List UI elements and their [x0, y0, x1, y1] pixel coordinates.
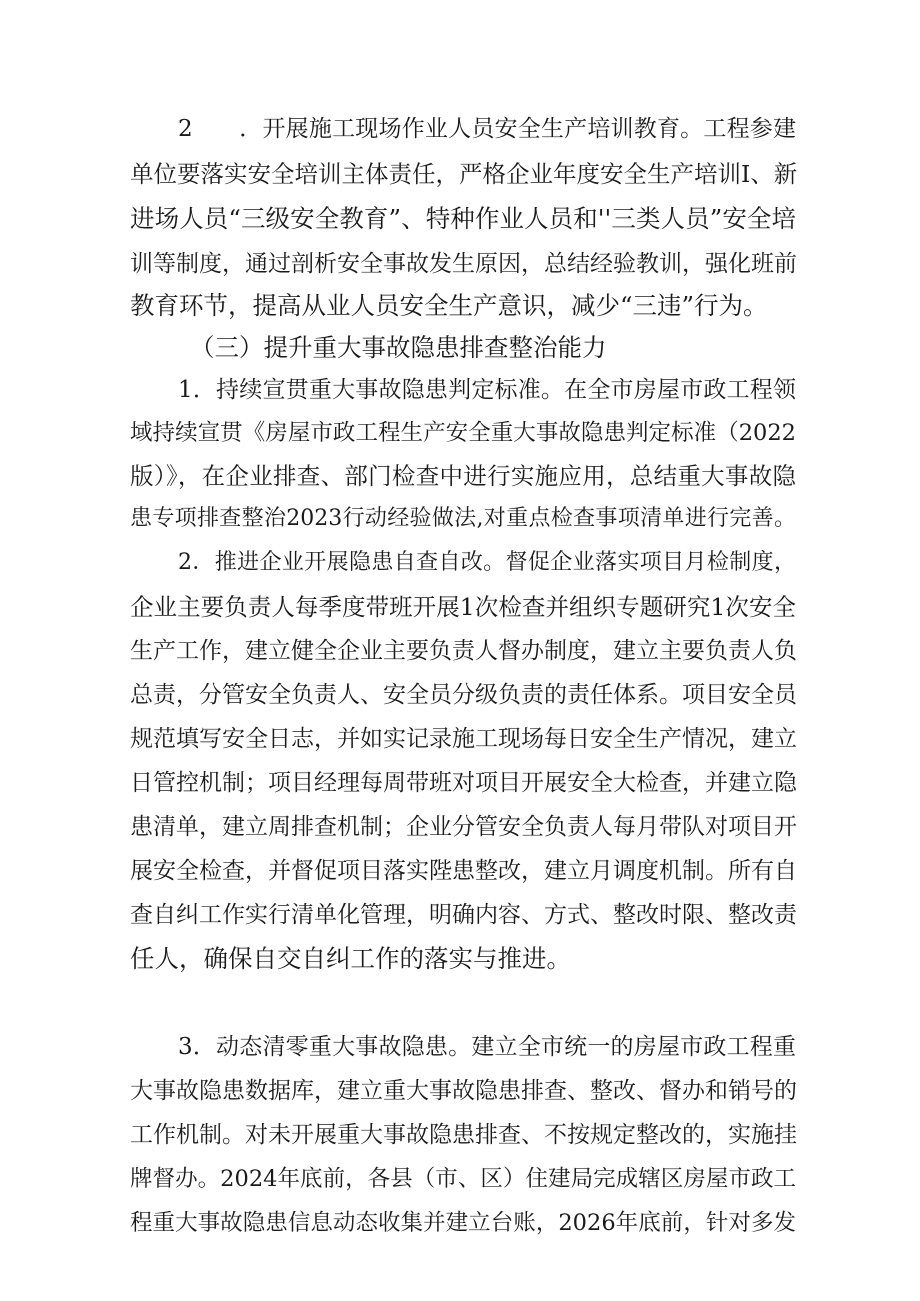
paragraph-line: 3．动态清零重大事故隐患。建立全市统一的房屋市政工程重: [178, 1034, 796, 1060]
paragraph-line: 展安全检查，并督促项目落实陛患整改，建立月调度机制。所有自: [130, 858, 797, 884]
paragraph-line: 查自纠工作实行清单化管理，明确内容、方式、整改时限、整改责: [130, 902, 797, 928]
paragraph-line: 单位要落实安全培训主体责任，严格企业年度安全生产培训I、新: [130, 160, 798, 188]
paragraph-line: 1．持续宣贯重大事故隐患判定标准。在全市房屋市政工程领: [178, 377, 796, 403]
paragraph-line: 程重大事故隐患信息动态收集并建立台账，2026年底前，针对多发: [130, 1210, 796, 1236]
paragraph-line: 2 ．开展施工现场作业人员安全生产培训教育。工程参建: [178, 116, 796, 142]
paragraph-line: 版）》，在企业排查、部门检查中进行实施应用，总结重大事故隐: [130, 462, 796, 490]
paragraph-line: 总责，分管安全负责人、安全员分级负责的责任体系。项目安全员: [130, 682, 797, 708]
paragraph-line: 患清单，建立周排查机制；企业分管安全负责人每月带队对项目开: [130, 814, 797, 840]
paragraph-line: 患专项排查整治2023行动经验做法,对重点检查事项清单进行完善。: [130, 506, 796, 531]
paragraph-line: 生产工作，建立健全企业主要负责人督办制度，建立主要负责人负: [130, 638, 797, 664]
paragraph-line: 教育环节，提高从业人员安全生产意识，减少“三违”行为。: [130, 291, 768, 320]
paragraph-line: 日管控机制；项目经理每周带班对项目开展安全大检查，并建立隐: [130, 770, 797, 796]
paragraph-line: 大事故隐患数据库，建立重大事故隐患排查、整改、督办和销号的: [130, 1078, 797, 1104]
paragraph-line: 2．推进企业开展隐患自查自改。督促企业落实项目月检制度，: [178, 550, 796, 575]
paragraph-line: 企业主要负责人每季度带班开展1次检查并组织专题研究1次安全: [130, 593, 796, 621]
paragraph-line: 域持续宣贯《房屋市政工程生产安全重大事故隐患判定标准（2022: [130, 420, 796, 446]
paragraph-line: 进场人员“三级安全教育”、特种作业人员和''三类人员”安全培: [130, 204, 796, 233]
paragraph-line: 工作机制。对未开展重大事故隐患排查、不按规定整改的，实施挂: [130, 1122, 797, 1148]
section-heading: （三）提升重大事故隐患排查整治能力: [190, 333, 607, 362]
paragraph-line: 规范填写安全日志，并如实记录施工现场每日安全生产情况，建立: [130, 726, 797, 752]
paragraph-line: 任人，确保自交自纠工作的落实与推进。: [130, 944, 571, 973]
paragraph-line: 训等制度，通过剖析安全事故发生原因，总结经验教训，强化班前: [130, 251, 797, 277]
paragraph-line: 牌督办。2024年底前，各县（市、区）住建局完成辖区房屋市政工: [130, 1166, 796, 1192]
